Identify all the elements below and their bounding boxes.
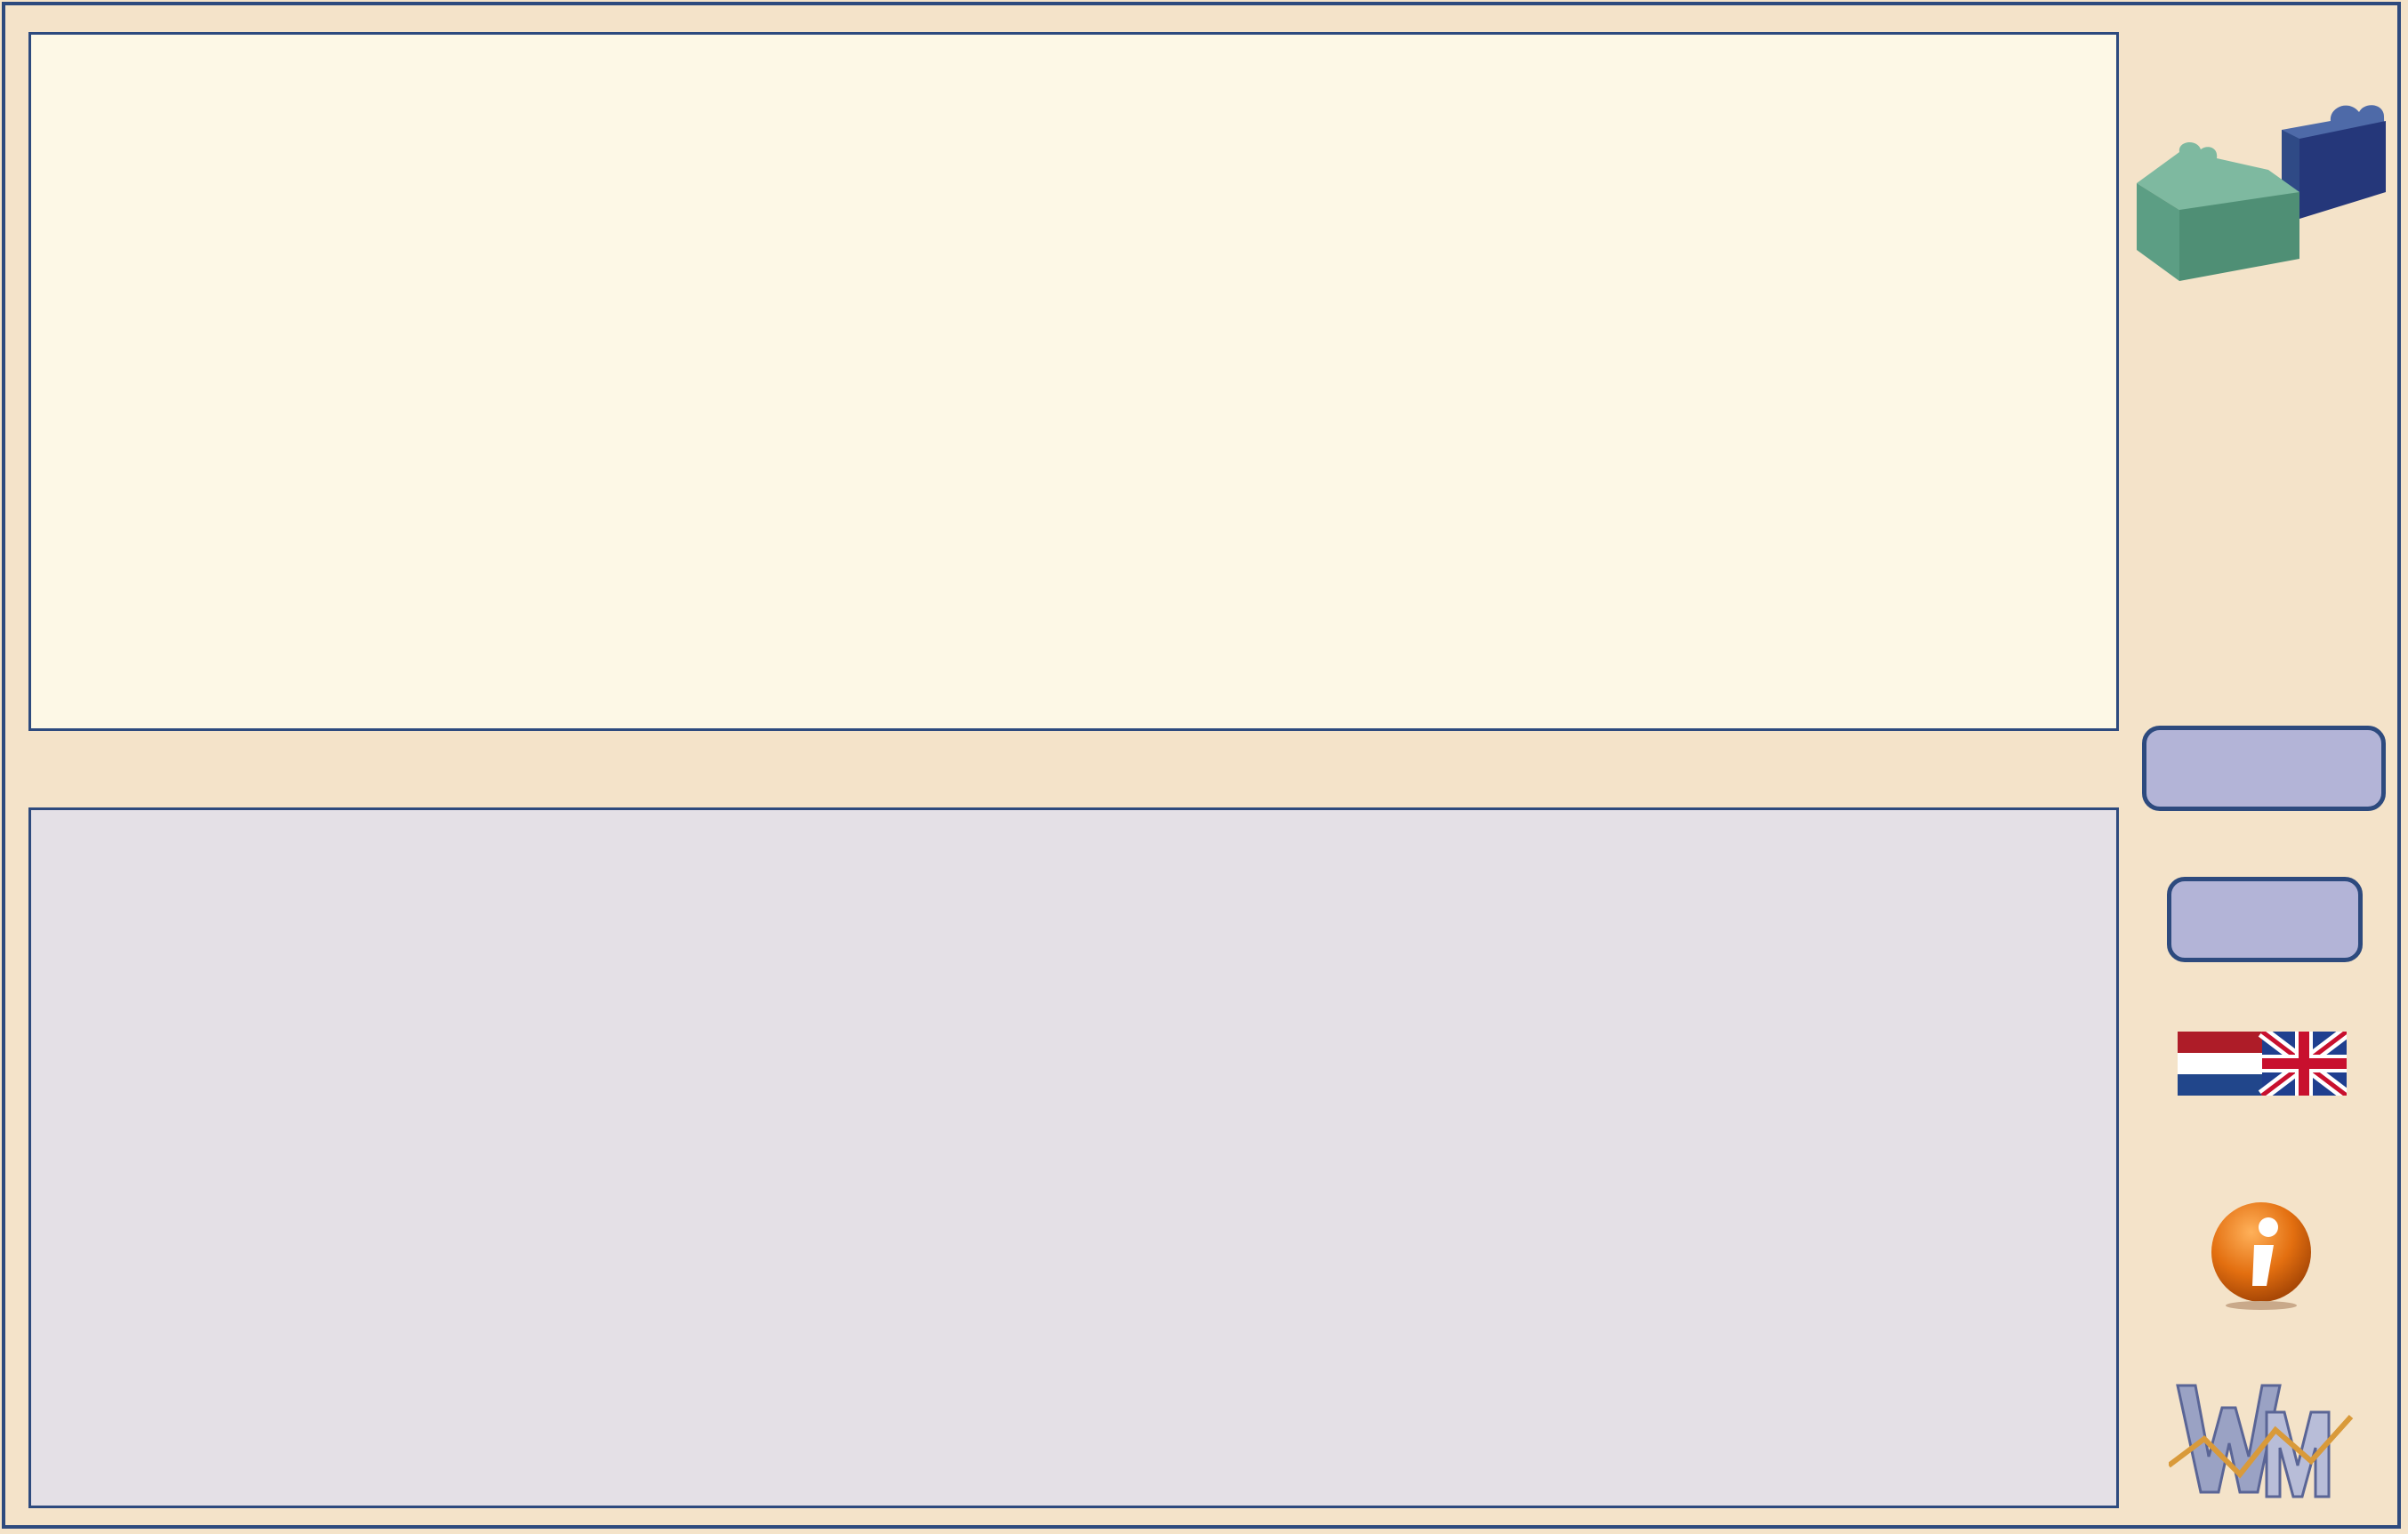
wm-logo-icon	[2169, 1377, 2356, 1501]
reset-button[interactable]	[2167, 877, 2363, 962]
top-card-grid	[28, 32, 2119, 731]
flag-nl-uk-icon[interactable]	[2178, 1032, 2347, 1096]
bottom-card-grid	[28, 807, 2119, 1508]
info-icon[interactable]	[2206, 1201, 2316, 1311]
check-button[interactable]	[2142, 726, 2386, 811]
puzzle-logo-icon	[2126, 85, 2393, 299]
